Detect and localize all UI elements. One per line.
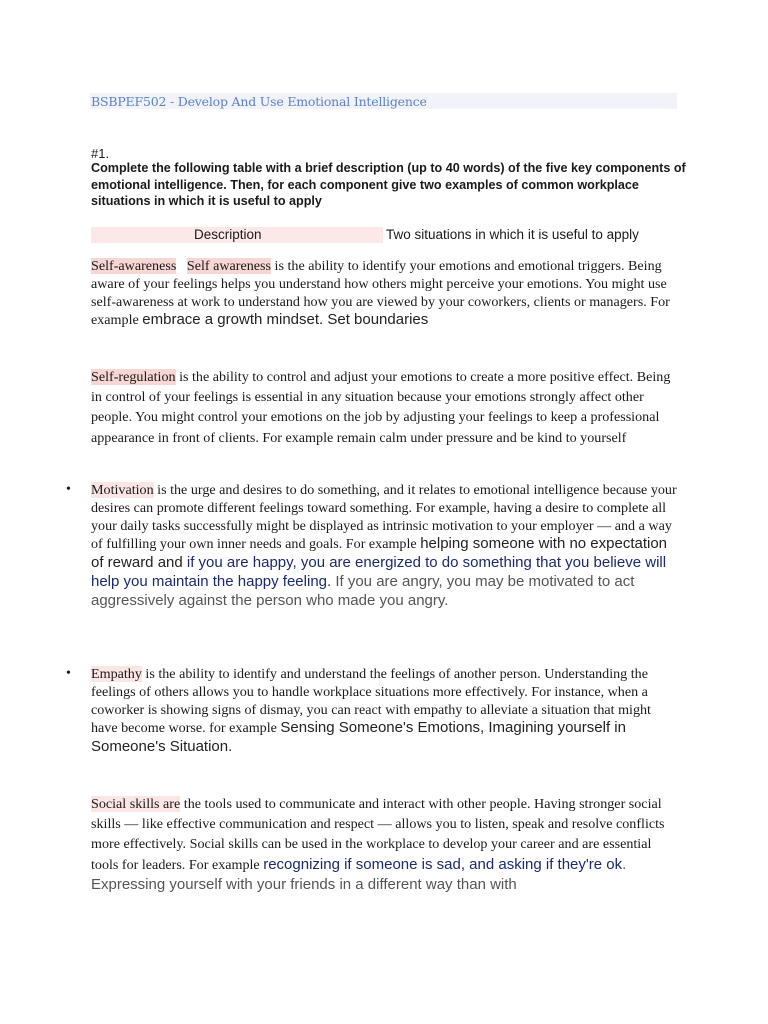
self-regulation-paragraph [91,367,681,448]
question-number: #1. [91,146,110,161]
self-awareness-examples: embrace a growth mindset. Set boundaries [142,311,429,329]
self-awareness-paragraph [91,258,681,330]
empathy-examples: Sensing Someone's Emotions, Imagining yourself in Someone's Situation. [91,719,626,756]
self-awareness-term-2: Self awareness [186,258,272,274]
question-instruction: Complete the following table with a brief description (up to 40 words) of the five key components of emotional intelligence. Then, for each component give two examples of common workplace situations in which it is useful to apply [91,161,686,208]
self-regulation-term: Self-regulation [91,369,176,385]
social-skills-body: the tools used to communicate and interact with other people. Having stronger social skills — like effective communication and respect — allows you to listen, speak and resolve conflicts more effectively. Social skills can be used in the workplace to develop your career and are essential tools for leaders. For example [91,796,665,873]
motivation-term: Motivation [91,482,154,498]
empathy-term: Empathy [91,666,142,682]
empathy-paragraph [91,666,681,757]
self-regulation-body: is the ability to control and adjust your emotions to create a more positive effect. Being in control of your feelings is essential in any situation because your emotions strongly affect other people. You might control your emotions on the job by adjusting your feelings to keep a professional appearance in front of clients. For example remain calm under pressure and be kind to yourself [91,369,671,446]
social-skills-term: Social skills are [91,796,181,812]
empathy-bullet: • [66,666,71,681]
motivation-body: is the urge and desires to do something, and it relates to emotional intelligence because your desires can promote different feelings toward something. For example, having a desire to complete all your daily tasks successfully might be displayed as intrinsic motivation to your employer — and a way of fulfilling your own inner needs and goals. For example [91,482,677,553]
motivation-example-3: If you are angry, you may be motivated to act aggressively against the person who made you angry. [91,572,635,609]
description-column-header: Description [194,227,262,242]
motivation-example-1: helping someone with no expectation of reward and [91,535,668,572]
social-skills-example-2: . Expressing yourself with your friends in a different way than with [91,855,627,893]
social-skills-paragraph [91,794,681,895]
motivation-paragraph [91,482,681,611]
motivation-example-2: if you are happy, you are energized to do something that you believe will help you maintain the happy feeling. [91,554,667,590]
empathy-body: is the ability to identify and understand the feelings of another person. Understanding the feelings of others allows you to handle workplace situations more effectively. For instance, when a coworker is showing signs of dismay, you can react with empathy to alleviate a situation that might have become worse. for example [91,666,651,737]
situations-column-header: Two situations in which it is useful to apply [386,227,639,242]
social-skills-example-1: recognizing if someone is sad, and asking if they're ok [263,855,623,873]
document-title: BSBPEF502 - Develop And Use Emotional Intelligence [91,94,427,109]
motivation-bullet: • [66,482,71,497]
self-awareness-body: is the ability to identify your emotions and emotional triggers. Being aware of your feelings helps you understand how others might perceive your emotions. You might use self-awareness at work to understand how you are viewed by your coworkers, clients or managers. For example [91,258,670,329]
self-awareness-term: Self-awareness [91,258,177,274]
